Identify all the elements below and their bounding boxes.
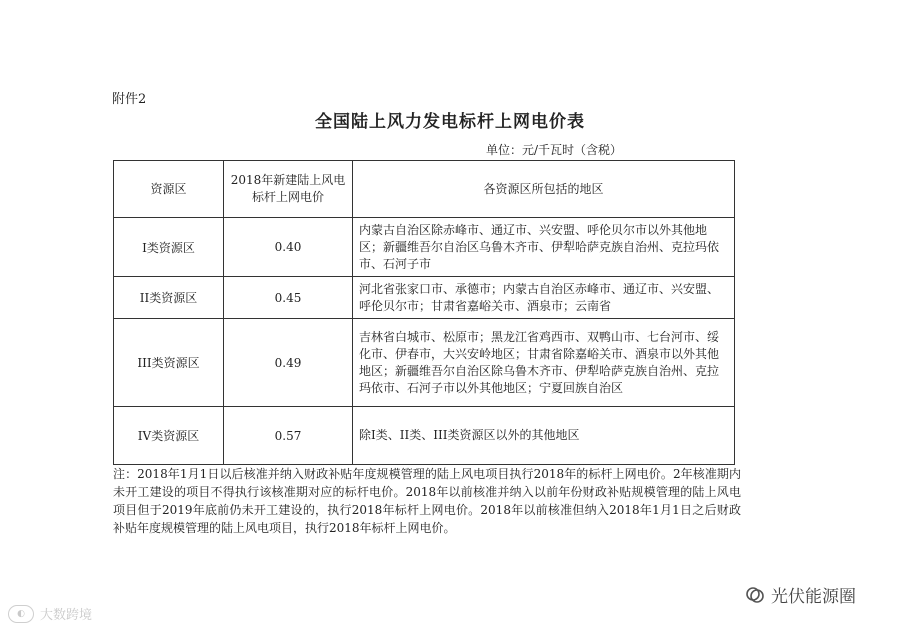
header-price: 2018年新建陆上风电标杆上网电价 <box>224 161 353 218</box>
price-cell: 0.40 <box>224 218 353 277</box>
footnote: 注：2018年1月1日以后核准并纳入财政补贴年度规模管理的陆上风电项目执行2018年的标杆上网电价。2年核准期内未开工建设的项目不得执行该核准期对应的标杆电价。2018年以前核准并纳入以前年份财政补贴规模管理的陆上风电项目但于2019年底前仍未开工建设的，执行2018年标杆上网电价。2018年以前核准但纳入2018年1月1日之后财政补贴年度规模管理的陆上风电项目，执行2018年标杆上网电价。 <box>113 467 741 535</box>
table-row <box>114 218 735 277</box>
table-header-row <box>114 161 735 218</box>
table-row <box>114 319 735 407</box>
zone-cell: III类资源区 <box>114 319 224 407</box>
document-title: 全国陆上风力发电标杆上网电价表 <box>315 112 585 132</box>
watermark-left-text: 大数跨境 <box>40 608 93 623</box>
zone-cell: I类资源区 <box>114 218 224 277</box>
header-zone: 资源区 <box>114 161 224 218</box>
price-cell: 0.49 <box>224 319 353 407</box>
price-cell: 0.57 <box>224 407 353 465</box>
unit-label: 单位：元/千瓦时（含税） <box>486 143 623 157</box>
regions-cell: 内蒙古自治区除赤峰市、通辽市、兴安盟、呼伦贝尔市以外其他地区；新疆维吾尔自治区乌鲁木齐市、伊犁哈萨克族自治州、克拉玛依市、石河子市 <box>353 218 735 277</box>
regions-cell: 河北省张家口市、承德市；内蒙古自治区赤峰市、通辽市、兴安盟、呼伦贝尔市；甘肃省嘉峪关市、酒泉市；云南省 <box>353 277 735 319</box>
price-cell: 0.45 <box>224 277 353 319</box>
watermark-right <box>745 582 856 607</box>
header-regions: 各资源区所包括的地区 <box>353 161 735 218</box>
wechat-icon <box>745 585 765 605</box>
table-row <box>114 277 735 319</box>
logo-icon: ◐ <box>8 605 34 623</box>
attachment-label: 附件2 <box>112 92 147 107</box>
table-row <box>114 407 735 465</box>
price-table <box>113 160 735 465</box>
watermark-left <box>8 604 92 623</box>
regions-cell: 除I类、II类、III类资源区以外的其他地区 <box>353 407 735 465</box>
zone-cell: II类资源区 <box>114 277 224 319</box>
watermark-right-text: 光伏能源圈 <box>771 587 856 607</box>
zone-cell: IV类资源区 <box>114 407 224 465</box>
regions-cell: 吉林省白城市、松原市；黑龙江省鸡西市、双鸭山市、七台河市、绥化市、伊春市，大兴安岭地区；甘肃省除嘉峪关市、酒泉市以外其他地区；新疆维吾尔自治区除乌鲁木齐市、伊犁哈萨克族自治州、克拉玛依市、石河子市以外其他地区；宁夏回族自治区 <box>353 319 735 407</box>
